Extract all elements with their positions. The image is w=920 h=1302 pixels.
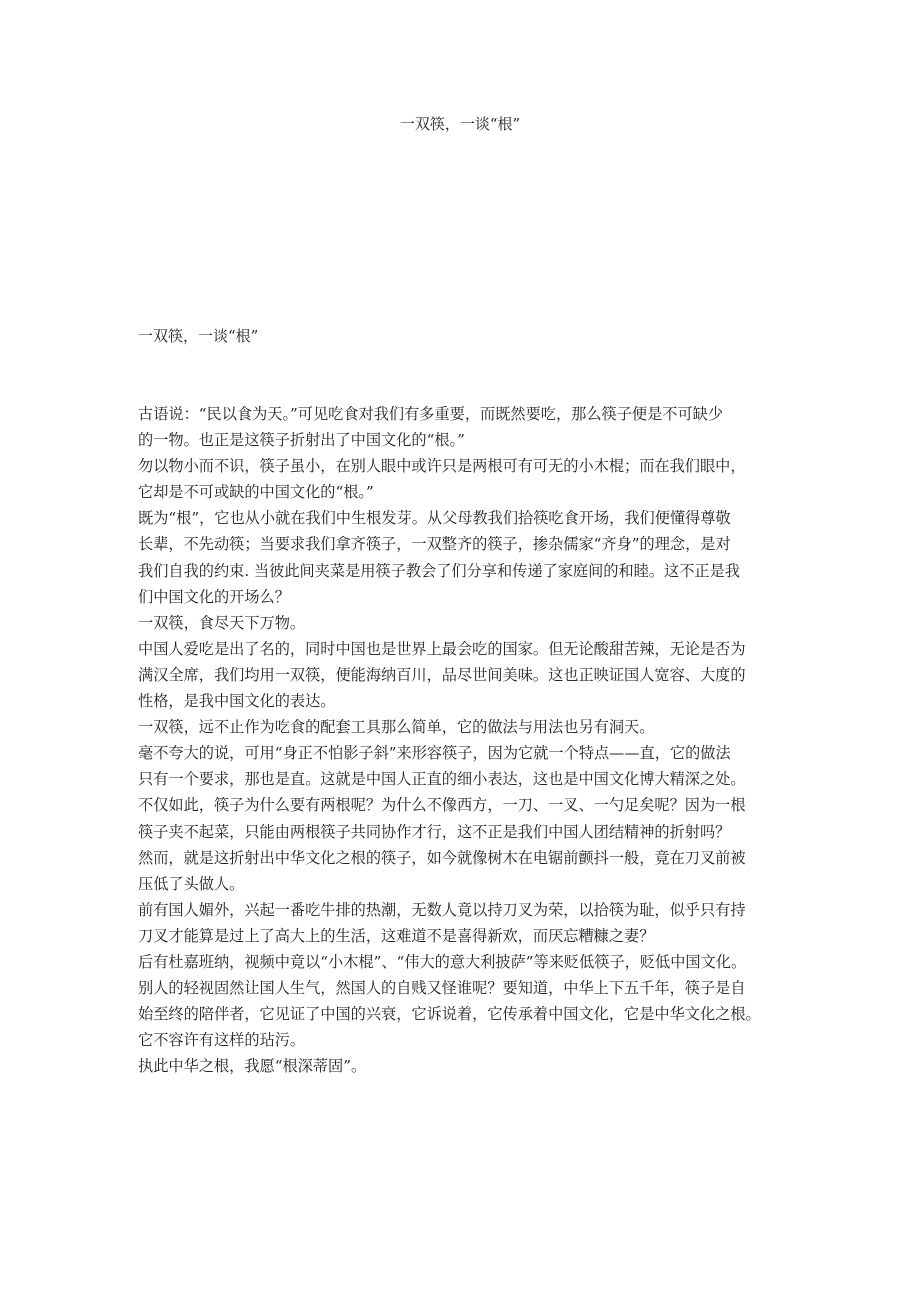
text-line: 们中国文化的开场么？ <box>138 587 290 606</box>
text-line: 筷子夹不起菜，只能由两根筷子共同协作才行，这不正是我们中国人团结精神的折射吗？ <box>138 822 731 841</box>
text-line: 中国人爱吃是出了名的，同时中国也是世界上最会吃的国家。但无论酸甜苦辣，无论是否为 <box>138 639 746 658</box>
text-line: 不仅如此，筷子为什么要有两根呢？为什么不像西方，一刀、一叉、一勺足矣呢？因为一根 <box>138 796 746 815</box>
text-line: 始至终的陪伴者，它见证了中国的兴衰，它诉说着，它传承着中国文化，它是中华文化之根。 <box>138 1005 761 1024</box>
page-title: 一双筷，一谈“根” <box>399 115 521 133</box>
text-line: 只有一个要求，那也是直。这就是中国人正直的细小表达，这也是中国文化博大精深之处。 <box>138 770 746 789</box>
text-line: 性格，是我中国文化的表达。 <box>138 692 336 711</box>
text-line: 一双筷，远不止作为吃食的配套工具那么简单，它的做法与用法也另有洞天。 <box>138 718 655 737</box>
text-line: 勿以物小而不识，筷子虽小，在别人眼中或许只是两根可有可无的小木棍；而在我们眼中， <box>138 457 746 476</box>
article-body <box>138 401 788 1079</box>
text-line: 的一物。也正是这筷子折射出了中国文化的“根。” <box>138 431 465 450</box>
text-line: 别人的轻视固然让国人生气，然国人的自贱又怪谁呢？要知道，中华上下五千年，筷子是自 <box>138 979 746 998</box>
text-line: 满汉全席，我们均用一双筷，便能海纳百川，品尽世间美味。这也正映证国人宽容、大度的 <box>138 665 746 684</box>
text-line: 一双筷，食尽天下万物。 <box>138 613 306 632</box>
text-line: 它却是不可或缺的中国文化的“根。” <box>138 483 374 502</box>
text-line: 执此中华之根，我愿“根深蒂固”。 <box>138 1057 367 1076</box>
text-line: 刀叉才能算是过上了高大上的生活，这难道不是喜得新欢，而厌忘糟糠之妻？ <box>138 926 655 945</box>
text-line: 压低了头做人。 <box>138 874 245 893</box>
text-line: 它不容许有这样的玷污。 <box>138 1031 306 1050</box>
text-line: 古语说：“民以食为天。”可见吃食对我们有多重要，而既然要吃，那么筷子便是不可缺少 <box>138 405 724 423</box>
text-line: 既为“根”，它也从小就在我们中生根发芽。从父母教我们拾筷吃食开场，我们便懂得尊敬 <box>138 509 731 528</box>
text-line: 毫不夸大的说，可用“身正不怕影子斜”来形容筷子，因为它就一个特点——直，它的做法 <box>138 744 731 763</box>
article-heading: 一双筷，一谈“根” <box>138 327 259 345</box>
text-line: 长辈，不先动筷；当要求我们拿齐筷子，一双整齐的筷子，掺杂儒家“齐身”的理念，是对 <box>138 535 731 554</box>
text-line: 后有杜嘉班纳，视频中竟以“小木棍”、“伟大的意大利披萨”等来贬低筷子，贬低中国文化。 <box>138 952 747 971</box>
text-line: 然而，就是这折射出中华文化之根的筷子，如今就像树木在电锯前颤抖一般，竟在刀叉前被 <box>138 848 746 867</box>
text-line: 前有国人媚外，兴起一番吃牛排的热潮，无数人竟以持刀叉为荣，以拾筷为耻，似乎只有持 <box>138 900 746 919</box>
text-line: 我们自我的约束. 当彼此间夹菜是用筷子教会了们分享和传递了家庭间的和睦。这不正是我 <box>138 561 740 580</box>
